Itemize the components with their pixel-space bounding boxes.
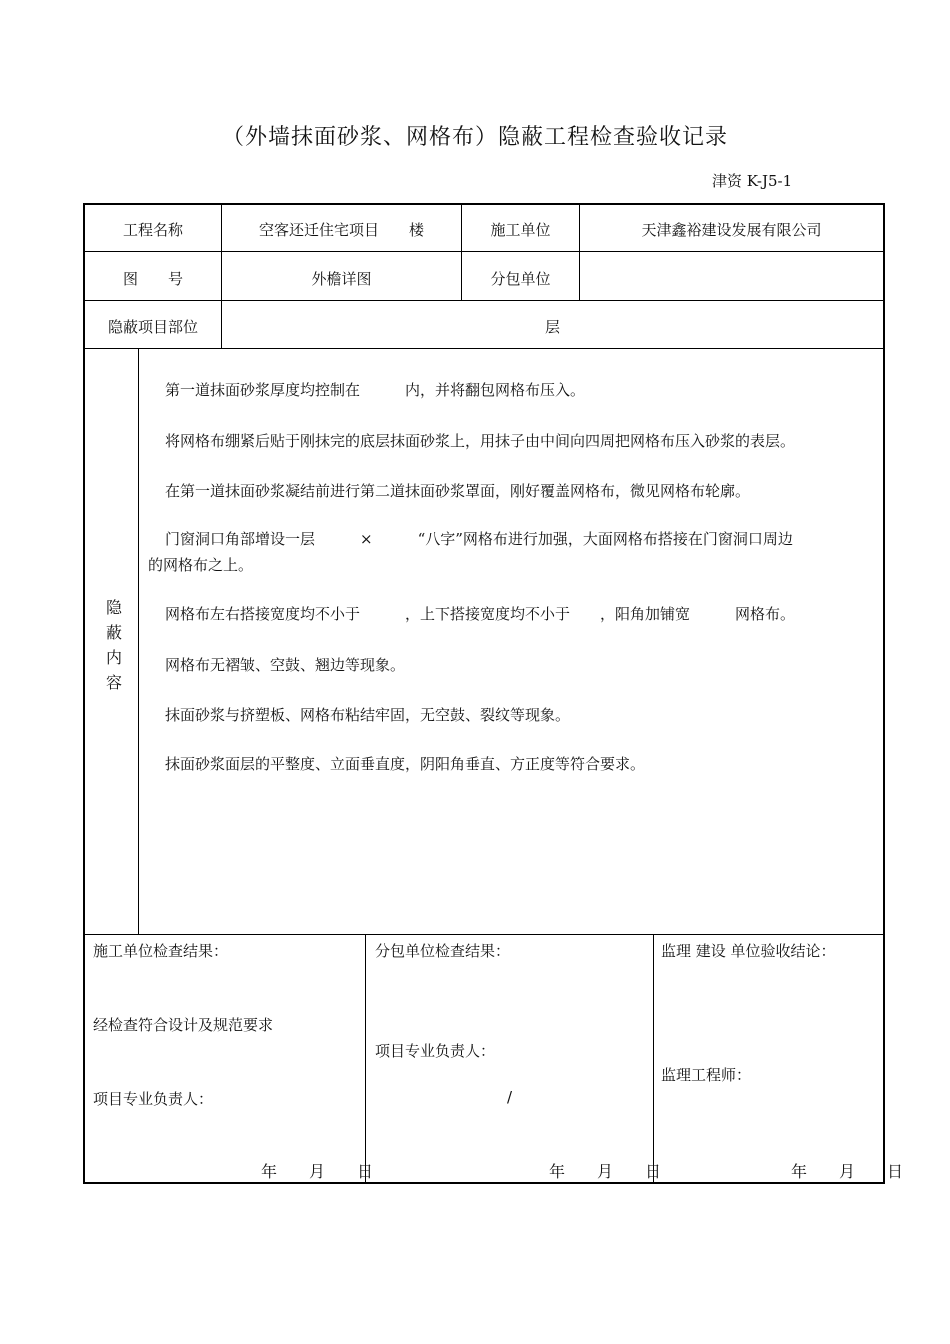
- drawing-label: 图 号: [122, 270, 183, 288]
- side-char: 内: [105, 648, 122, 667]
- content-item: 网格布左右搭接宽度均不小于 ，上下搭接宽度均不小于 ，阳角加铺宽 网格布。: [165, 605, 796, 623]
- content-item: 网格布无褶皱、空鼓、翘边等现象。: [165, 656, 406, 674]
- sub-date: 年 月 日: [549, 1162, 662, 1181]
- side-char: 隐: [105, 598, 122, 617]
- col-divider: [653, 934, 654, 1184]
- supervisor-label: 监理 建设 单位验收结论：: [661, 942, 836, 960]
- side-char: 容: [105, 673, 122, 692]
- row-divider: [85, 934, 883, 935]
- content-item: 第一道抹面砂浆厚度均控制在 内，并将翻包网格布压入。: [165, 381, 586, 399]
- col-divider: [138, 348, 139, 934]
- project-name-value: 空客还迁住宅项目 楼: [258, 221, 424, 239]
- content-item: 门窗洞口角部增设一层 × “八字”网格布进行加强，大面网格布搭接在门窗洞口周边: [165, 530, 793, 548]
- supervisor-date: 年 月 日: [791, 1162, 904, 1181]
- project-name-label: 工程名称: [122, 221, 183, 239]
- drawing-value: 外檐详图: [311, 270, 372, 288]
- content-item: 在第一道抹面砂浆凝结前进行第二道抹面砂浆罩面，刚好覆盖网格布，微见网格布轮廓。: [165, 482, 751, 500]
- subcontractor-label: 分包单位: [490, 270, 551, 288]
- row-divider: [85, 300, 883, 301]
- sub-slash: /: [507, 1088, 513, 1106]
- content-item: 的网格布之上。: [148, 556, 254, 574]
- location-value: 层: [544, 318, 560, 336]
- content-item: 抹面砂浆与挤塑板、网格布粘结牢固，无空鼓、裂纹等现象。: [165, 706, 571, 724]
- content-side-label: [103, 595, 125, 695]
- sub-person-label: 项目专业负责人：: [375, 1042, 496, 1060]
- contractor-person-label: 项目专业负责人：: [93, 1090, 214, 1108]
- inspection-record-table: [83, 203, 904, 1184]
- contractor-label: 施工单位: [490, 221, 551, 239]
- row-divider: [85, 251, 883, 252]
- location-label: 隐蔽项目部位: [107, 318, 198, 336]
- form-code: 津资 K-J5-1: [712, 172, 793, 190]
- content-item: 将网格布绷紧后贴于刚抹完的底层抹面砂浆上，用抹子由中间向四周把网格布压入砂浆的表层。: [165, 432, 796, 450]
- side-char: 蔽: [105, 623, 122, 642]
- contractor-value: 天津鑫裕建设发展有限公司: [641, 221, 822, 239]
- contractor-date: 年 月 日: [261, 1162, 374, 1181]
- sub-result-label: 分包单位检查结果：: [375, 942, 511, 960]
- contractor-result-label: 施工单位检查结果：: [93, 942, 229, 960]
- contractor-result-text: 经检查符合设计及规范要求: [93, 1016, 274, 1034]
- row-divider: [85, 348, 883, 349]
- supervisor-person-label: 监理工程师：: [661, 1066, 752, 1084]
- content-item: 抹面砂浆面层的平整度、立面垂直度，阴阳角垂直、方正度等符合要求。: [165, 755, 646, 773]
- page-title: （外墙抹面砂浆、网格布）隐蔽工程检查验收记录: [221, 125, 728, 150]
- col-divider: [365, 934, 366, 1184]
